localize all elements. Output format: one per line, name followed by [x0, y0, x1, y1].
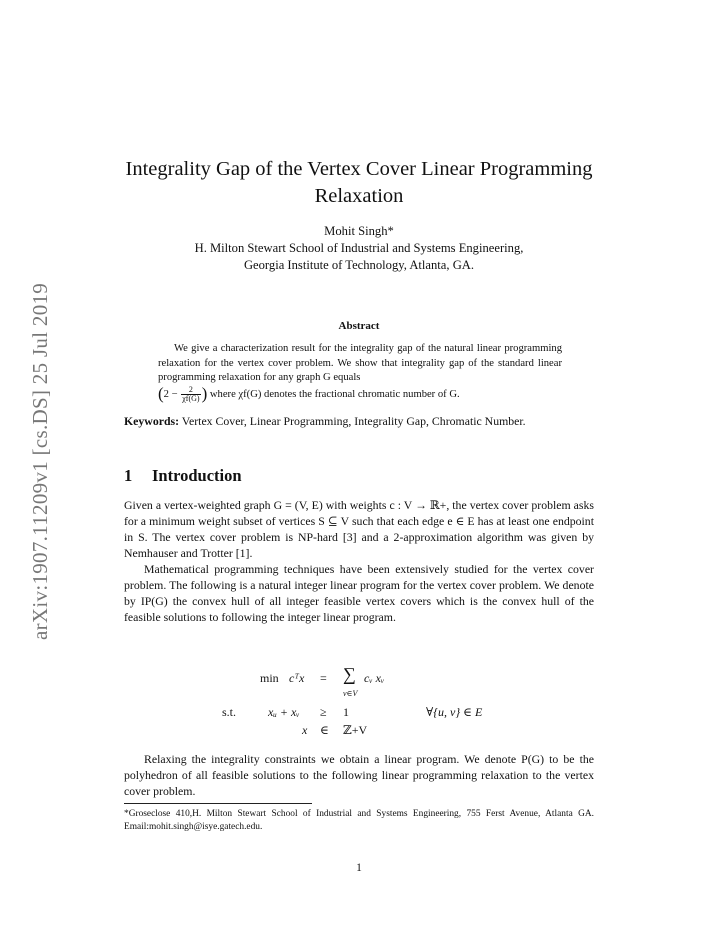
section-title: Introduction	[152, 466, 242, 485]
abstract-text-2: where χf(G) denotes the fractional chromatic number of G.	[209, 388, 460, 400]
lp-subject-to: s.t.	[222, 705, 237, 719]
page-number: 1	[356, 862, 362, 874]
paragraph-3	[124, 752, 594, 800]
abstract-heading: Abstract	[338, 320, 380, 332]
section-number: 1	[124, 466, 133, 485]
keywords-text: Vertex Cover, Linear Programming, Integrality Gap, Chromatic Number.	[181, 414, 526, 428]
abstract-fraction-numerator: 2	[181, 386, 200, 395]
lp-constraint-1-relation: ≥	[320, 705, 327, 719]
footnote-rule	[124, 803, 312, 804]
lp-sum-index: v∈V	[343, 689, 358, 698]
lp-constraint-1-forall: ∀{u, v} ∈ E	[426, 705, 483, 719]
arxiv-identifier-stamp: arXiv:1907.11209v1 [cs.DS] 25 Jul 2019	[28, 282, 52, 640]
paragraph-3-text: Relaxing the integrality constraints we obtain a linear program. We denote P(G) to be the polyhedron of all feasible solutions to the following linear programming relaxation to the vertex cover problem.	[124, 752, 594, 798]
author-affiliation-line-2: Georgia Institute of Technology, Atlanta, GA.	[243, 258, 475, 272]
keywords-label: Keywords:	[124, 414, 180, 428]
paragraph-1-text: Given a vertex-weighted graph G = (V, E) with weights c : V → ℝ+, the vertex cover problem asks for a minimum weight subset of vertices S ⊆ V such that each edge e ∈ E has at least one endpoint in S. The vertex cover problem is NP-hard [3] and a 2-approximation algorithm was given by Nemhauser and Trotter [1].	[124, 498, 594, 560]
lp-sum-symbol: ∑	[343, 664, 356, 684]
lp-constraint-1-lhs: xᵤ + xᵥ	[268, 705, 300, 719]
footnote: *Groseclose 410,H. Milton Stewart School of Industrial and Systems Engineering, 755 Ferst Avenue, Atlanta GA. Email:mohit.singh@isye.gatech.edu.	[124, 809, 594, 832]
author-name: Mohit Singh*	[324, 224, 394, 238]
lp-constraint-2-rhs: ℤ+V	[343, 723, 368, 737]
abstract-body: We give a characterization result for the integrality gap of the natural linear programming relaxation for the vertex cover problem. We show that integrality gap of the standard linear programming relaxation for any graph G equals (2 − $\frac{2}{\chi f(G)}$ ) where χf(G) denotes the fractional chromatic number of G.	[158, 343, 562, 403]
lp-objective-eq: =	[320, 671, 327, 685]
abstract-fraction-denominator: χf(G)	[182, 393, 200, 403]
author-affiliation-line-1: H. Milton Stewart School of Industrial and Systems Engineering,	[194, 241, 524, 255]
abstract-formula-lead: 2 −	[163, 388, 178, 400]
lp-constraint-2-relation: ∈	[320, 723, 329, 737]
lp-constraint-2-lhs: x	[302, 723, 308, 737]
paper-title: Integrality Gap of the Vertex Cover Linear Programming Relaxation	[125, 158, 593, 207]
lp-objective-rhs: cᵥ xᵥ	[364, 671, 385, 685]
paragraph-2-text: Mathematical programming techniques have been extensively studied for the vertex cover problem. The following is a natural integer linear program for the vertex cover problem. We denote by IP(G) the convex hull of all integer feasible vertex covers which is the convex hull of the feasible solutions to following the integer linear program.	[124, 562, 594, 624]
abstract-text-1: We give a characterization result for the integrality gap of the natural linear programming relaxation for the vertex cover problem. We show that integrality gap of the standard linear programming relaxation for any graph G equals	[158, 343, 562, 384]
lp-constraint-1-rhs: 1	[343, 705, 349, 719]
lp-objective-lhs: cᵀx	[289, 671, 305, 685]
lp-min: min	[260, 671, 279, 685]
